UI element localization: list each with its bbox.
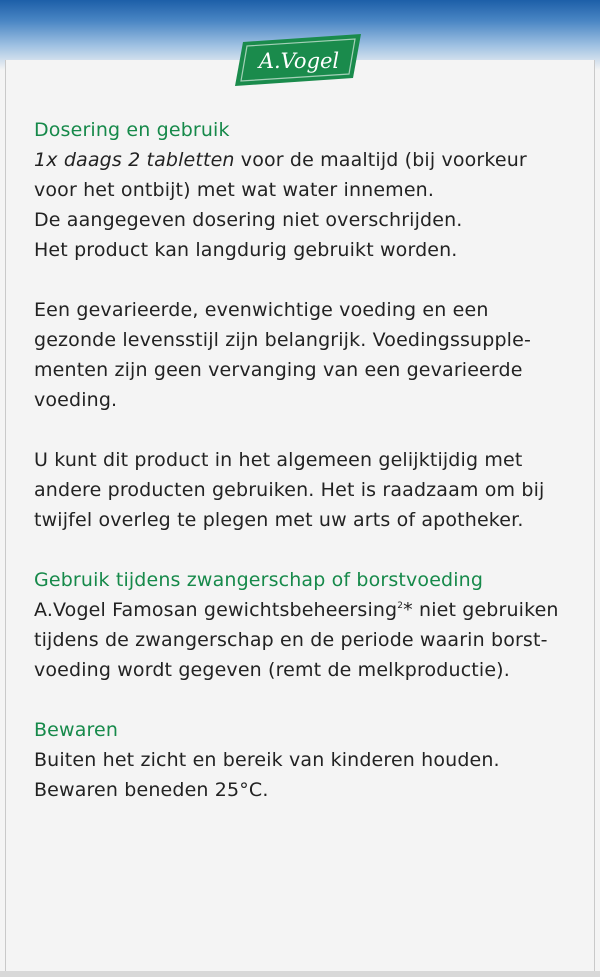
bottom-edge — [0, 971, 600, 977]
zwangerschap-product-name: A.Vogel Famosan gewichtsbeheersing — [34, 599, 398, 621]
heading-zwangerschap: Gebruik tijdens zwangerschap of borstvoeding — [34, 569, 484, 591]
spacer — [34, 265, 574, 295]
voeding-line-2: gezonde levensstijl zijn belangrijk. Voedingssupple- — [34, 329, 531, 351]
zwangerschap-line-1 — [34, 595, 574, 625]
combinatie-line-1: U kunt dit product in het algemeen gelijktijdig met — [34, 449, 523, 471]
dosering-line-1 — [34, 145, 574, 175]
bewaren-line-2: Bewaren beneden 25°C. — [34, 779, 269, 801]
zwangerschap-line-1-rest: * niet gebruiken — [403, 599, 559, 621]
combinatie-line-3: twijfel overleg te plegen met uw arts of apotheker. — [34, 509, 524, 531]
zwangerschap-line-2: tijdens de zwangerschap en de periode waarin borst- — [34, 629, 548, 651]
dosering-dose-italic: 1x daags 2 tabletten — [34, 149, 235, 171]
dosering-line-1-rest: voor de maaltijd (bij voorkeur — [234, 149, 527, 171]
heading-dosering: Dosering en gebruik — [34, 119, 230, 141]
logo-text: A.Vogel — [258, 49, 340, 73]
combinatie-line-2: andere producten gebruiken. Het is raadzaam om bij — [34, 479, 545, 501]
dosering-line-2: voor het ontbijt) met wat water innemen. — [34, 179, 435, 201]
voeding-line-1: Een gevarieerde, evenwichtige voeding en een — [34, 299, 489, 321]
heading-bewaren: Bewaren — [34, 719, 119, 741]
zwangerschap-line-3: voeding wordt gegeven (remt de melkproductie). — [34, 659, 510, 681]
footnote-superscript: 2 — [397, 601, 404, 611]
spacer — [34, 415, 574, 445]
spacer — [34, 685, 574, 715]
voeding-line-4: voeding. — [34, 389, 118, 411]
dosering-line-4: Het product kan langdurig gebruikt worden. — [34, 239, 458, 261]
avogel-logo — [233, 32, 367, 88]
bewaren-line-1: Buiten het zicht en bereik van kinderen houden. — [34, 749, 500, 771]
dosering-line-3: De aangegeven dosering niet overschrijden. — [34, 209, 463, 231]
leaflet-text — [34, 115, 574, 805]
spacer — [34, 535, 574, 565]
voeding-line-3: menten zijn geen vervanging van een gevarieerde — [34, 359, 523, 381]
